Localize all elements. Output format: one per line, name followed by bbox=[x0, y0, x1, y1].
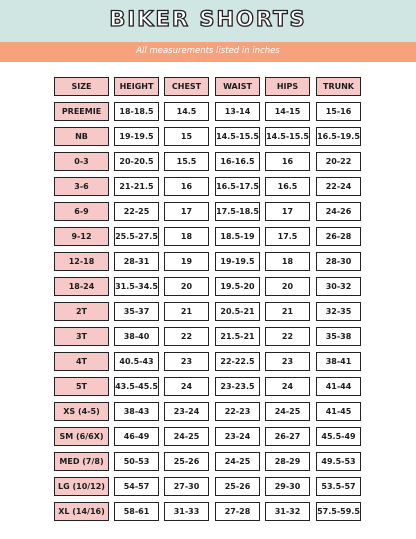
table-cell-trunk: 30-32 bbox=[316, 277, 361, 296]
row-size-label: XL (14/16) bbox=[54, 502, 109, 521]
table-cell-chest: 25-26 bbox=[164, 452, 209, 471]
table-cell-hips: 24-25 bbox=[265, 402, 310, 421]
row-size-label: MED (7/8) bbox=[54, 452, 109, 471]
table-cell-trunk: 32-35 bbox=[316, 302, 361, 321]
table-cell-waist: 25-26 bbox=[215, 477, 260, 496]
table-cell-waist: 27-28 bbox=[215, 502, 260, 521]
row-size-label: 5T bbox=[54, 377, 109, 396]
table-cell-trunk: 41-44 bbox=[316, 377, 361, 396]
table-cell-hips: 14-15 bbox=[265, 102, 310, 121]
table-cell-hips: 26-27 bbox=[265, 427, 310, 446]
table-cell-height: 46-49 bbox=[114, 427, 159, 446]
table-cell-hips: 28-29 bbox=[265, 452, 310, 471]
column-header-height: HEIGHT bbox=[114, 77, 159, 96]
row-size-label: 0-3 bbox=[54, 152, 109, 171]
table-cell-chest: 14.5 bbox=[164, 102, 209, 121]
column-header-waist: WAIST bbox=[215, 77, 260, 96]
table-cell-height: 22-25 bbox=[114, 202, 159, 221]
table-cell-chest: 24 bbox=[164, 377, 209, 396]
table-cell-height: 38-40 bbox=[114, 327, 159, 346]
table-cell-hips: 14.5-15.5 bbox=[265, 127, 310, 146]
table-cell-waist: 19.5-20 bbox=[215, 277, 260, 296]
table-cell-chest: 31-33 bbox=[164, 502, 209, 521]
table-cell-chest: 24-25 bbox=[164, 427, 209, 446]
row-size-label: 9-12 bbox=[54, 227, 109, 246]
table-cell-height: 40.5-43 bbox=[114, 352, 159, 371]
table-cell-trunk: 22-24 bbox=[316, 177, 361, 196]
table-cell-trunk: 24-26 bbox=[316, 202, 361, 221]
table-cell-hips: 17.5 bbox=[265, 227, 310, 246]
table-cell-waist: 16.5-17.5 bbox=[215, 177, 260, 196]
table-cell-trunk: 45.5-49 bbox=[316, 427, 361, 446]
table-cell-waist: 22-23 bbox=[215, 402, 260, 421]
table-cell-waist: 23-23.5 bbox=[215, 377, 260, 396]
table-cell-trunk: 53.5-57 bbox=[316, 477, 361, 496]
table-cell-height: 21-21.5 bbox=[114, 177, 159, 196]
table-cell-waist: 16-16.5 bbox=[215, 152, 260, 171]
table-cell-hips: 18 bbox=[265, 252, 310, 271]
table-cell-trunk: 49.5-53 bbox=[316, 452, 361, 471]
table-cell-waist: 22-22.5 bbox=[215, 352, 260, 371]
row-size-label: 3-6 bbox=[54, 177, 109, 196]
table-cell-waist: 13-14 bbox=[215, 102, 260, 121]
row-size-label: LG (10/12) bbox=[54, 477, 109, 496]
table-cell-hips: 23 bbox=[265, 352, 310, 371]
table-cell-hips: 16 bbox=[265, 152, 310, 171]
table-cell-chest: 15 bbox=[164, 127, 209, 146]
table-cell-height: 20-20.5 bbox=[114, 152, 159, 171]
row-size-label: 6-9 bbox=[54, 202, 109, 221]
table-cell-hips: 31-32 bbox=[265, 502, 310, 521]
row-size-label: 4T bbox=[54, 352, 109, 371]
table-cell-height: 18-18.5 bbox=[114, 102, 159, 121]
table-cell-waist: 19-19.5 bbox=[215, 252, 260, 271]
row-size-label: 12-18 bbox=[54, 252, 109, 271]
table-cell-trunk: 26-28 bbox=[316, 227, 361, 246]
table-cell-trunk: 41-45 bbox=[316, 402, 361, 421]
table-cell-height: 54-57 bbox=[114, 477, 159, 496]
table-cell-trunk: 20-22 bbox=[316, 152, 361, 171]
table-cell-waist: 20.5-21 bbox=[215, 302, 260, 321]
column-header-size: SIZE bbox=[54, 77, 109, 96]
table-cell-trunk: 35-38 bbox=[316, 327, 361, 346]
table-cell-trunk: 57.5-59.5 bbox=[316, 502, 361, 521]
table-cell-chest: 19 bbox=[164, 252, 209, 271]
table-cell-chest: 17 bbox=[164, 202, 209, 221]
table-cell-waist: 17.5-18.5 bbox=[215, 202, 260, 221]
table-cell-chest: 23 bbox=[164, 352, 209, 371]
table-cell-chest: 16 bbox=[164, 177, 209, 196]
table-cell-chest: 21 bbox=[164, 302, 209, 321]
row-size-label: SM (6/6X) bbox=[54, 427, 109, 446]
table-cell-waist: 14.5-15.5 bbox=[215, 127, 260, 146]
table-cell-hips: 21 bbox=[265, 302, 310, 321]
table-cell-hips: 16.5 bbox=[265, 177, 310, 196]
table-cell-trunk: 38-41 bbox=[316, 352, 361, 371]
table-cell-trunk: 15-16 bbox=[316, 102, 361, 121]
table-cell-hips: 22 bbox=[265, 327, 310, 346]
table-cell-chest: 23-24 bbox=[164, 402, 209, 421]
table-cell-height: 38-43 bbox=[114, 402, 159, 421]
table-cell-height: 50-53 bbox=[114, 452, 159, 471]
table-cell-hips: 17 bbox=[265, 202, 310, 221]
table-cell-chest: 20 bbox=[164, 277, 209, 296]
table-cell-chest: 27-30 bbox=[164, 477, 209, 496]
row-size-label: 2T bbox=[54, 302, 109, 321]
table-cell-height: 19-19.5 bbox=[114, 127, 159, 146]
column-header-hips: HIPS bbox=[265, 77, 310, 96]
table-cell-height: 28-31 bbox=[114, 252, 159, 271]
table-cell-hips: 20 bbox=[265, 277, 310, 296]
row-size-label: PREEMIE bbox=[54, 102, 109, 121]
table-cell-chest: 15.5 bbox=[164, 152, 209, 171]
table-cell-height: 58-61 bbox=[114, 502, 159, 521]
table-cell-waist: 18.5-19 bbox=[215, 227, 260, 246]
table-cell-waist: 21.5-21 bbox=[215, 327, 260, 346]
table-cell-trunk: 16.5-19.5 bbox=[316, 127, 361, 146]
table-cell-trunk: 28-30 bbox=[316, 252, 361, 271]
row-size-label: 3T bbox=[54, 327, 109, 346]
column-header-chest: CHEST bbox=[164, 77, 209, 96]
table-cell-height: 43.5-45.5 bbox=[114, 377, 159, 396]
row-size-label: NB bbox=[54, 127, 109, 146]
table-cell-height: 25.5-27.5 bbox=[114, 227, 159, 246]
column-header-trunk: TRUNK bbox=[316, 77, 361, 96]
table-cell-hips: 29-30 bbox=[265, 477, 310, 496]
page-title: BIKER SHORTS bbox=[109, 7, 307, 31]
table-cell-chest: 22 bbox=[164, 327, 209, 346]
row-size-label: 18-24 bbox=[54, 277, 109, 296]
table-cell-waist: 24-25 bbox=[215, 452, 260, 471]
row-size-label: XS (4-5) bbox=[54, 402, 109, 421]
page-subtitle: All measurements listed in inches bbox=[136, 46, 280, 56]
table-cell-chest: 18 bbox=[164, 227, 209, 246]
table-cell-height: 35-37 bbox=[114, 302, 159, 321]
table-cell-height: 31.5-34.5 bbox=[114, 277, 159, 296]
table-cell-hips: 24 bbox=[265, 377, 310, 396]
table-cell-waist: 23-24 bbox=[215, 427, 260, 446]
